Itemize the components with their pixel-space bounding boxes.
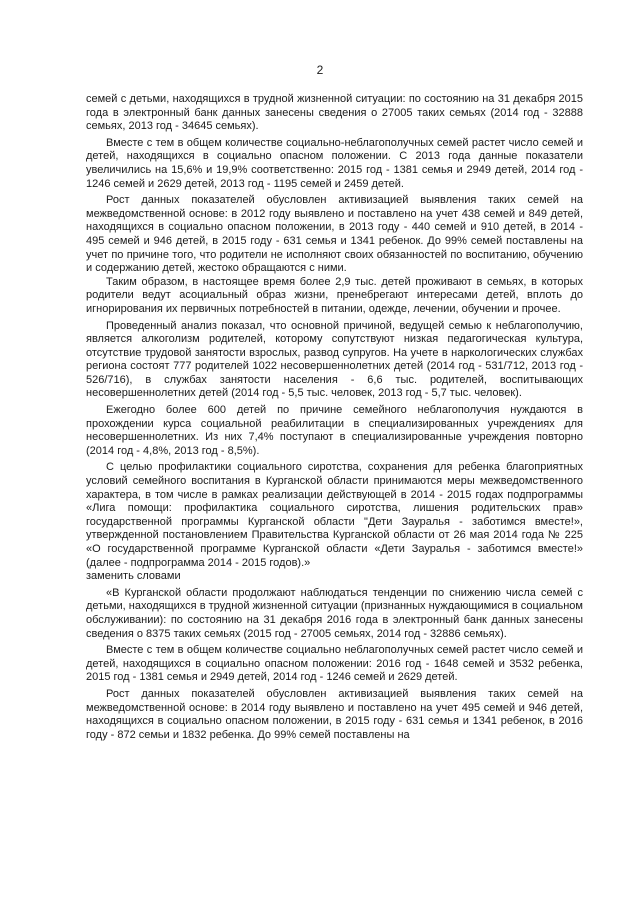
paragraph-new-growth-reasons: Рост данных показателей обусловлен активизацией выявления таких семей на межведомственной основе: в 2014 году выявлено и поставлено на учет 495 семей и 946 детей, находящихся в социально опасном положении, в 2015 году - 631 семья и 1341 ребенок, в 2016 году - 872 семьи и 1832 ребенка. До 99% семей поставлены на <box>86 687 583 741</box>
paragraph-summary: Таким образом, в настоящее время более 2,9 тыс. детей проживают в семьях, в которых родители ведут асоциальный образ жизни, пренебрегают интересами детей, вплоть до игнорирования их первичных потребностей в питании, одежде, лечении, обучении и прочее. <box>86 275 583 315</box>
paragraph-analysis: Проведенный анализ показал, что основной причиной, ведущей семью к неблагополучию, является алкоголизм родителей, которому сопутствуют низкая педагогическая культура, отсутствие трудовой занятости взрослых, развод супругов. На учете в наркологических службах региона состоят 777 родителей 1022 несовершеннолетних детей (2014 год - 531/712, 2013 год - 526/716), в службах занятости населения - 6,6 тыс. родителей, воспитывающих несовершеннолетних детей (2014 год - 5,5 тыс. человек, 2013 год - 5,7 тыс. человек). <box>86 319 583 400</box>
paragraph-replace-with: заменить словами <box>86 570 181 583</box>
paragraph-new-social-danger: Вместе с тем в общем количестве социально неблагополучных семей растет число семей и детей, находящихся в социально опасном положении: 2016 год - 1648 семей и 3532 ребенка, 2015 год - 1381 семья и 2949 детей, 2014 год - 1246 семей и 2629 детей. <box>86 644 583 684</box>
paragraph-new-trends: «В Курганской области продолжают наблюдаться тенденции по снижению числа семей с детьми, находящихся в трудной жизненной ситуации (признанных нуждающимися в социальном обслуживании): по состоянию на 31 декабря 2016 года в электронный банк данных занесены сведения о 8375 таких семьях (2015 год - 27005 семьях, 2014 год - 32886 семьях). <box>86 586 583 640</box>
paragraph-prevention: С целью профилактики социального сиротства, сохранения для ребенка благоприятных условий семейного воспитания в Курганской области принимаются меры межведомственного характера, в том числе в рамках реализации действующей в 2014 - 2015 годах подпрограммы «Лига помощи: профилактика социального сиротства, лишения родительских прав» государственной программы Курганской области "Дети Зауралья - заботимся вместе!», утвержденной постановлением Правительства Курганской области от 26 мая 2014 года № 225 «О государственной программе Курганской области «Дети Зауралья - заботимся вместе!» (далее - подпрограмма 2014 - 2015 годов).» <box>86 461 583 569</box>
paragraph-growth-reasons: Рост данных показателей обусловлен активизацией выявления таких семей на межведомственной основе: в 2012 году выявлено и поставлено на учет 438 семей и 849 детей, находящихся в социально опасном положении, в 2013 году - 440 семей и 910 детей, в 2014 - 495 семей и 946 детей, в 2015 году - 631 семья и 1341 ребенок. До 99% семей поставлены на учет по причине того, что родители не исполняют своих обязанностей по воспитанию, обучению и содержанию детей, жестоко обращаются с ними. <box>86 194 583 275</box>
paragraph-continuation: семей с детьми, находящихся в трудной жизненной ситуации: по состоянию на 31 декабря 2015 года в электронный банк данных занесены сведения о 27005 таких семьях (2014 год - 32888 семьях, 2013 год - 34645 семьях). <box>86 93 583 133</box>
page-number: 2 <box>316 63 324 77</box>
paragraph-social-danger: Вместе с тем в общем количестве социально-неблагополучных семей растет число семей и детей, находящихся в социально опасном положении. С 2013 года данные показатели увеличились на 15,6% и 19,9% соответственно: 2015 год - 1381 семья и 2949 детей, 2014 год - 1246 семей и 2629 детей, 2013 год - 1195 семей и 2459 детей. <box>86 136 583 190</box>
paragraph-rehabilitation: Ежегодно более 600 детей по причине семейного неблагополучия нуждаются в прохождении курса социальной реабилитации в специализированных учреждениях для несовершеннолетних. Из них 7,4% поступают в специализированные учреждения повторно (2014 год - 4,8%, 2013 год - 8,5%). <box>86 404 583 457</box>
body-text <box>86 93 583 742</box>
